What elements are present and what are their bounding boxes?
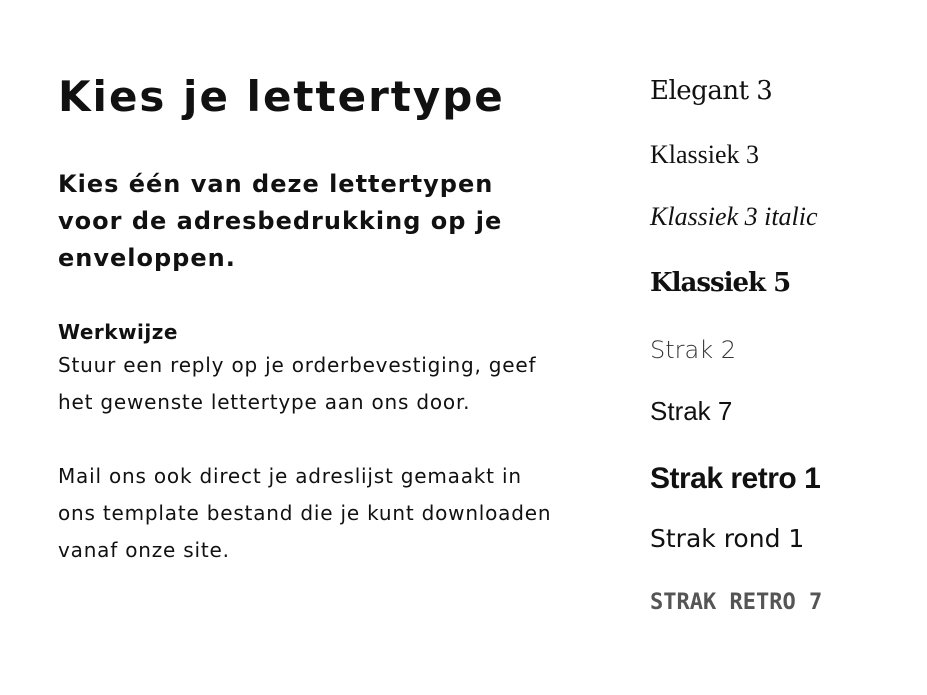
font-sample-strak-2: Strak 2 [650,336,737,364]
page-title: Kies je lettertype [58,72,505,121]
font-sample-strak-rond-1: Strak rond 1 [650,524,805,553]
font-sample-strak-retro-1: Strak retro 1 [650,462,821,495]
werkwijze-paragraph-2: Mail ons ook direct je adreslijst gemaakt in ons template bestand die je kunt downloaden vanaf onze site. [58,464,552,563]
info-column [58,72,578,569]
intro-text: Kies één van deze lettertypen voor de adresbedrukking op je enveloppen. [58,170,503,273]
font-sample-klassiek-3-italic: Klassiek 3 italic [650,202,818,231]
werkwijze-paragraph-1: Stuur een reply op je orderbevestiging, geef het gewenste lettertype aan ons door. [58,353,537,415]
font-sample-klassiek-5: Klassiek 5 [650,268,791,298]
font-samples-list [650,0,910,695]
font-sample-strak-retro-7: STRAK RETRO 7 [650,590,823,615]
font-sample-klassiek-3: Klassiek 3 [650,140,760,169]
font-sample-elegant-3: Elegant 3 [650,76,773,106]
font-sample-strak-7: Strak 7 [650,396,733,426]
werkwijze-heading: Werkwijze [58,320,178,345]
